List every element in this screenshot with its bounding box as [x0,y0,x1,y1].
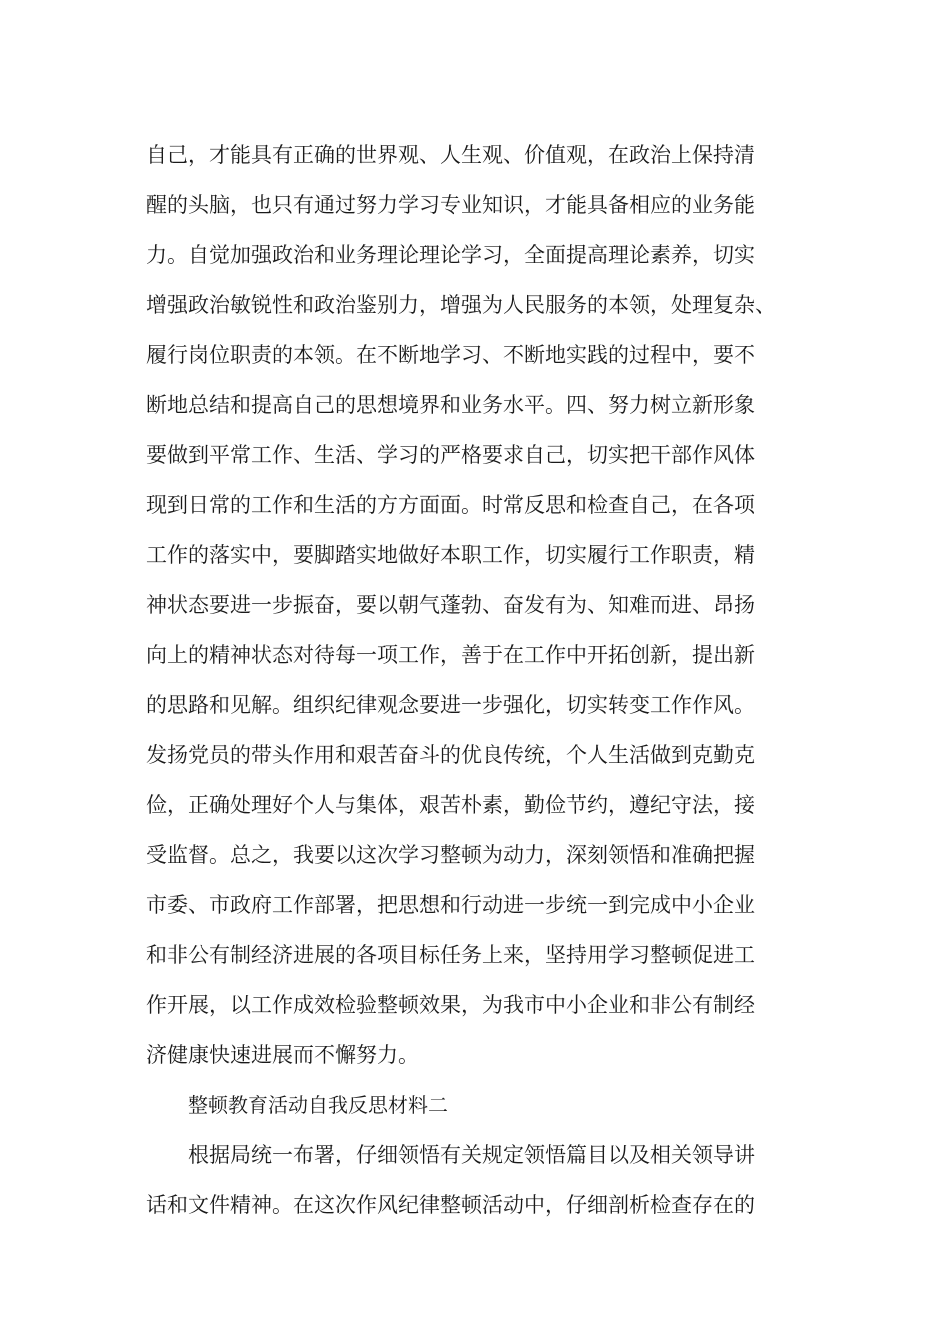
text-line: 履行岗位职责的本领。在不断地学习、不断地实践的过程中，要不 [146,343,755,367]
text-line: 俭，正确处理好个人与集体，艰苦朴素，勤俭节约，遵纪守法，接 [146,793,755,817]
text-line: 向上的精神状态对待每一项工作，善于在工作中开拓创新，提出新 [146,643,755,667]
section-heading: 整顿教育活动自我反思材料二 [188,1093,448,1117]
text-line: 市委、市政府工作部署，把思想和行动进一步统一到完成中小企业 [146,893,755,917]
text-line: 醒的头脑，也只有通过努力学习专业知识，才能具备相应的业务能 [146,193,755,217]
text-line: 神状态要进一步振奋，要以朝气蓬勃、奋发有为、知难而进、昂扬 [146,593,755,617]
text-line: 和非公有制经济进展的各项目标任务上来，坚持用学习整顿促进工 [146,943,755,967]
text-line: 要做到平常工作、生活、学习的严格要求自己，切实把干部作风体 [146,443,755,467]
text-line: 力。自觉加强政治和业务理论理论学习，全面提高理论素养，切实 [146,243,755,267]
text-line: 现到日常的工作和生活的方方面面。时常反思和检查自己，在各项 [146,493,755,517]
text-line: 话和文件精神。在这次作风纪律整顿活动中，仔细剖析检查存在的 [146,1193,755,1217]
text-line: 受监督。总之，我要以这次学习整顿为动力，深刻领悟和准确把握 [146,843,755,867]
text-line: 济健康快速进展而不懈努力。 [146,1043,419,1067]
text-line: 断地总结和提高自己的思想境界和业务水平。四、努力树立新形象 [146,393,755,417]
text-line: 的思路和见解。组织纪律观念要进一步强化，切实转变工作作风。 [146,693,755,717]
text-line: 自己，才能具有正确的世界观、人生观、价值观，在政治上保持清 [146,143,755,167]
document-body [146,130,846,1230]
text-line: 工作的落实中，要脚踏实地做好本职工作，切实履行工作职责，精 [146,543,755,567]
text-line: 发扬党员的带头作用和艰苦奋斗的优良传统，个人生活做到克勤克 [146,743,755,767]
text-line: 根据局统一布署，仔细领悟有关规定领悟篇目以及相关领导讲 [188,1143,755,1167]
text-line: 增强政治敏锐性和政治鉴别力，增强为人民服务的本领，处理复杂、 [146,293,776,317]
text-line: 作开展，以工作成效检验整顿效果，为我市中小企业和非公有制经 [146,993,755,1017]
